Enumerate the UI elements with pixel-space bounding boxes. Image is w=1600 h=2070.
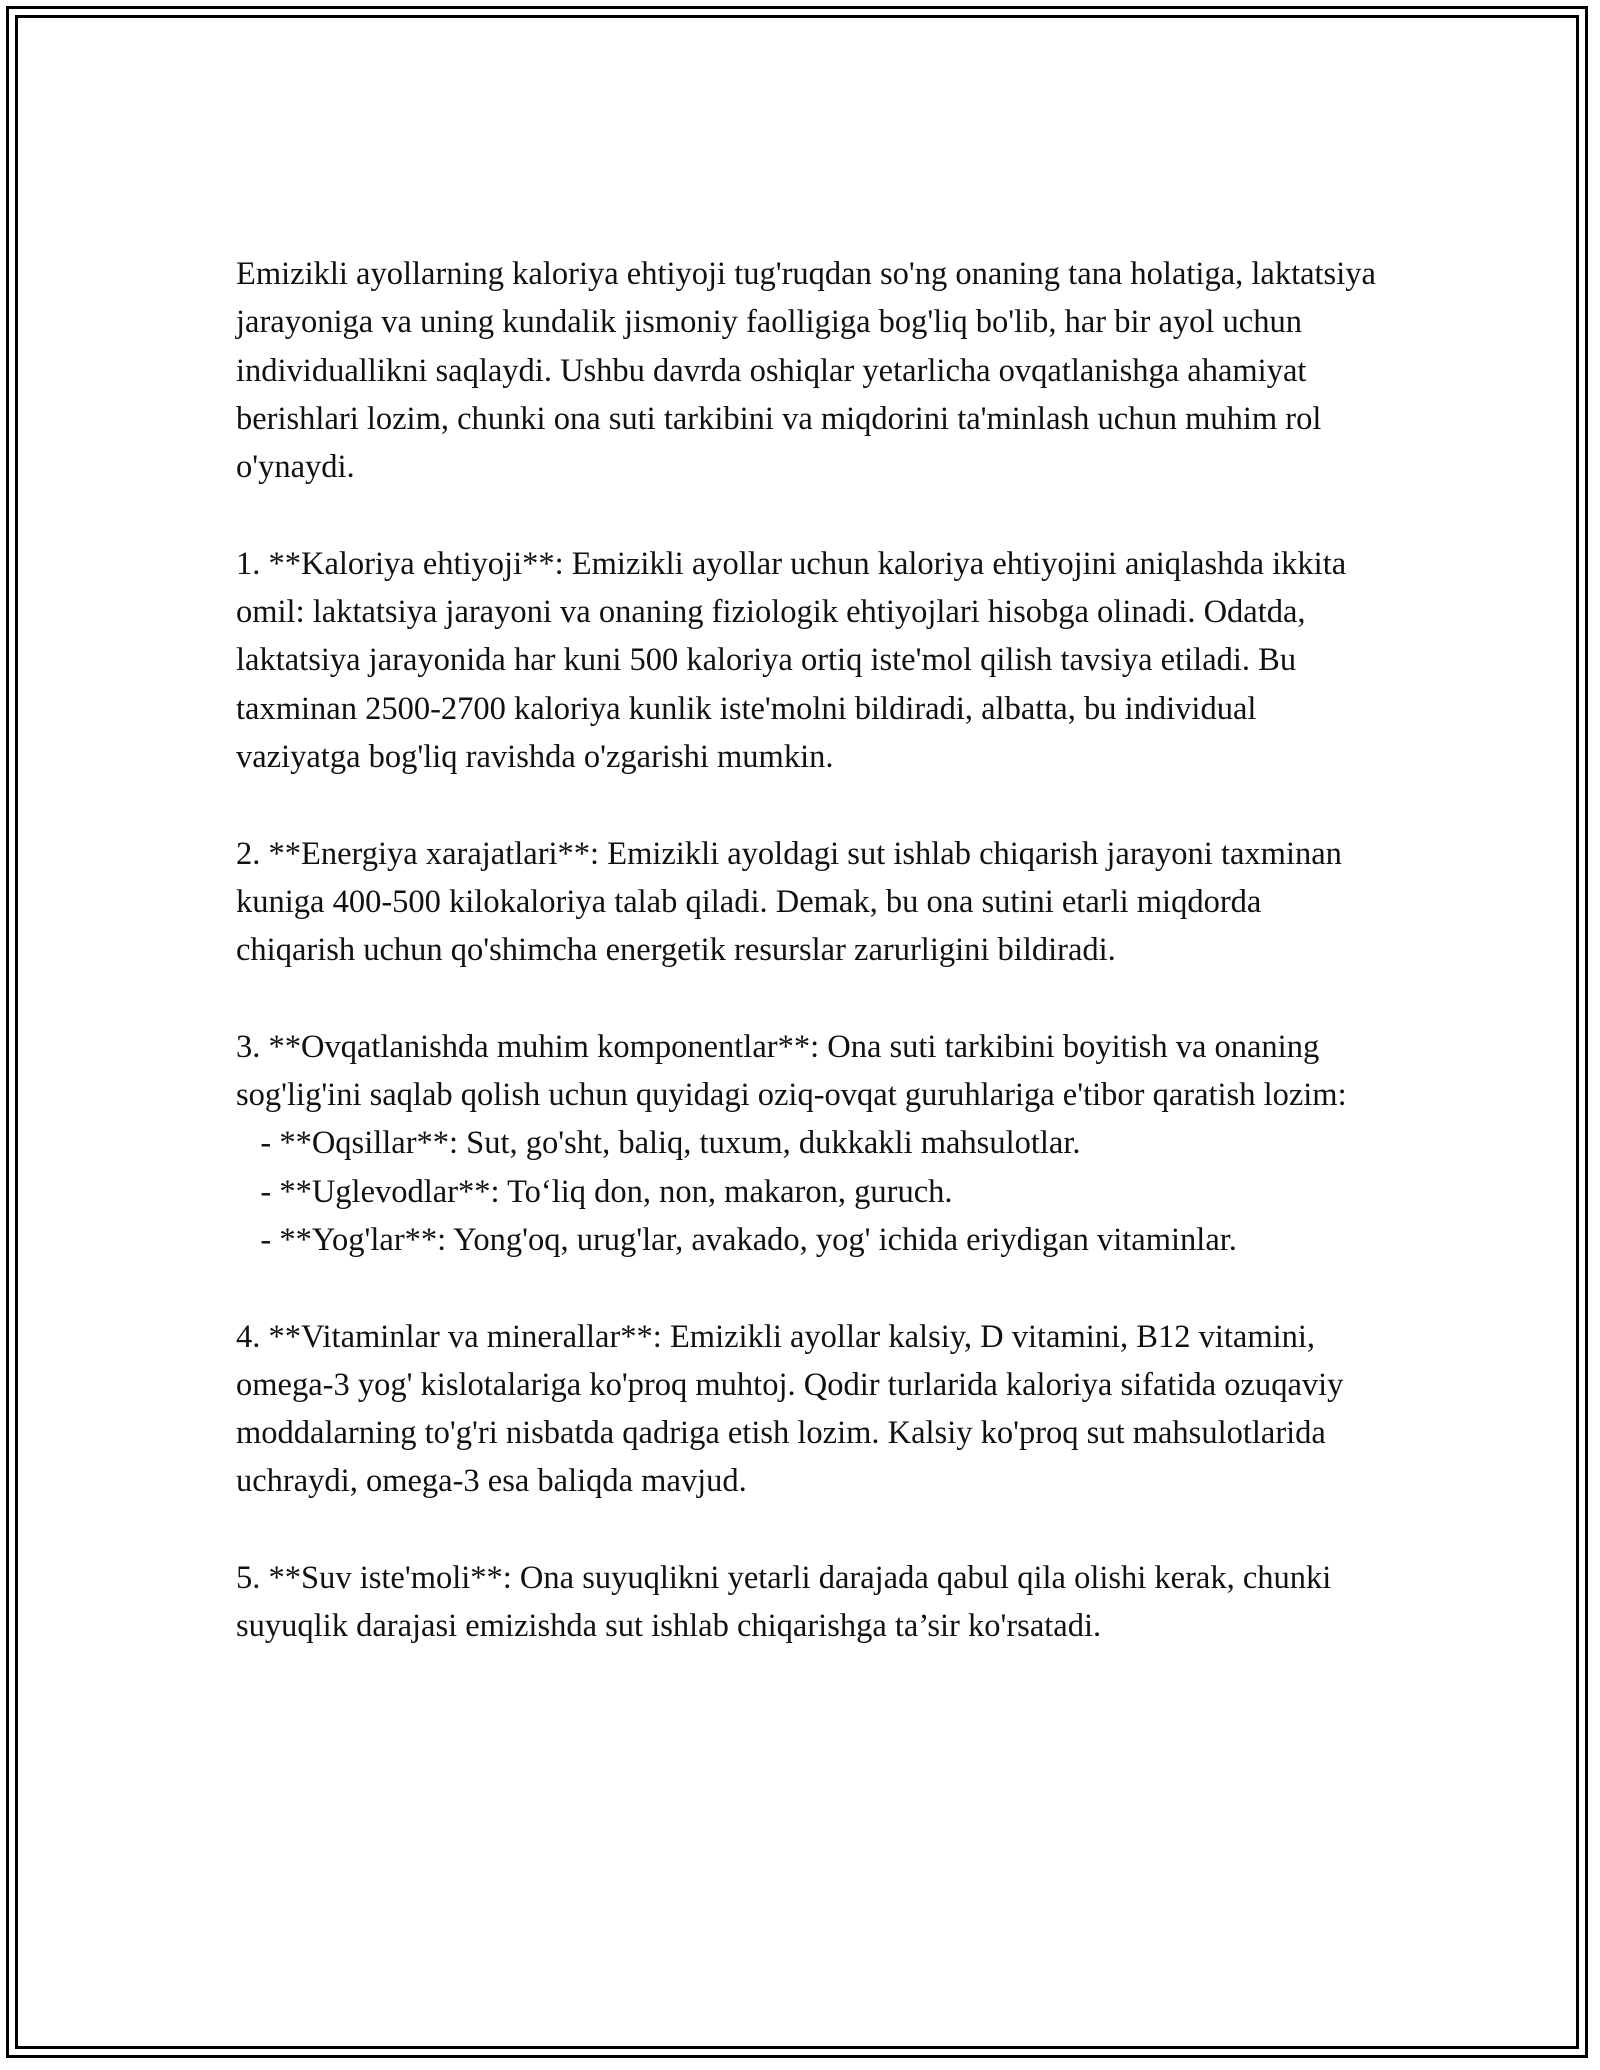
paragraph-gap	[236, 1264, 1386, 1312]
list-item-fats: - **Yog'lar**: Yong'oq, urug'lar, avakado, yog' ichida eriydigan vitaminlar.	[236, 1221, 1237, 1258]
section-nutrition-intro: 3. **Ovqatlanishda muhim komponentlar**: Ona suti tarkibini boyitish va onaning sog'lig'ini saqlab qolish uchun quyidagi oziq-ovqat guruhlariga e'tibor qaratish lozim:	[236, 1028, 1347, 1114]
section-energy-expenditure: 2. **Energiya xarajatlari**: Emizikli ayoldagi sut ishlab chiqarish jarayoni taxminan kuniga 400-500 kilokaloriya talab qiladi. Demak, bu ona sutini etarli miqdorda chiqarish uchun qo'shimcha energetik resurslar zarurligini bildiradi.	[236, 835, 1351, 969]
list-item-proteins: - **Oqsillar**: Sut, go'sht, baliq, tuxum, dukkakli mahsulotlar.	[236, 1125, 1081, 1162]
paragraph-gap	[236, 491, 1386, 539]
paragraph-gap	[236, 1506, 1386, 1554]
paragraph-gap	[236, 974, 1386, 1022]
section-nutrition-components	[236, 1023, 1386, 1264]
section-vitamins-minerals: 4. **Vitaminlar va minerallar**: Emizikli ayollar kalsiy, D vitamini, B12 vitamini, omega-3 yog' kislotalariga ko'proq muhtoj. Qodir turlarida kaloriya sifatida ozuqaviy moddalarning to'g'ri nisbatda qadriga etish lozim. Kalsiy ko'proq sut mahsulotlarida uchraydi, omega-3 esa baliqda mavjud.	[236, 1318, 1352, 1500]
section-water-intake: 5. **Suv iste'moli**: Ona suyuqlikni yetarli darajada qabul qila olishi kerak, chunki suyuqlik darajasi emizishda sut ishlab chiqarishga ta’sir ko'rsatadi.	[236, 1560, 1340, 1645]
list-item-carbohydrates: - **Uglevodlar**: To‘liq don, non, makaron, guruch.	[236, 1173, 953, 1210]
section-calorie-needs: 1. **Kaloriya ehtiyoji**: Emizikli ayollar uchun kaloriya ehtiyojini aniqlashda ikkita omil: laktatsiya jarayoni va onaning fiziologik ehtiyojlari hisobga olinadi. Odatda, laktatsiya jarayonida har kuni 500 kaloriya ortiq iste'mol qilish tavsiya etiladi. Bu taxminan 2500-2700 kaloriya kunlik iste'molni bildiradi, albatta, bu individual vaziyatga bog'liq ravishda o'zgarishi mumkin.	[236, 545, 1355, 775]
document-body	[236, 250, 1386, 1651]
intro-paragraph: Emizikli ayollarning kaloriya ehtiyoji tug'ruqdan so'ng onaning tana holatiga, laktatsiya jarayoniga va uning kundalik jismoniy faolligiga bog'liq bo'lib, har bir ayol uchun individuallikni saqlaydi. Ushbu davrda oshiqlar yetarlicha ovqatlanishga ahamiyat berishlari lozim, chunki ona suti tarkibini va miqdorini ta'minlash uchun muhim rol o'ynaydi.	[236, 256, 1385, 486]
paragraph-gap	[236, 781, 1386, 829]
